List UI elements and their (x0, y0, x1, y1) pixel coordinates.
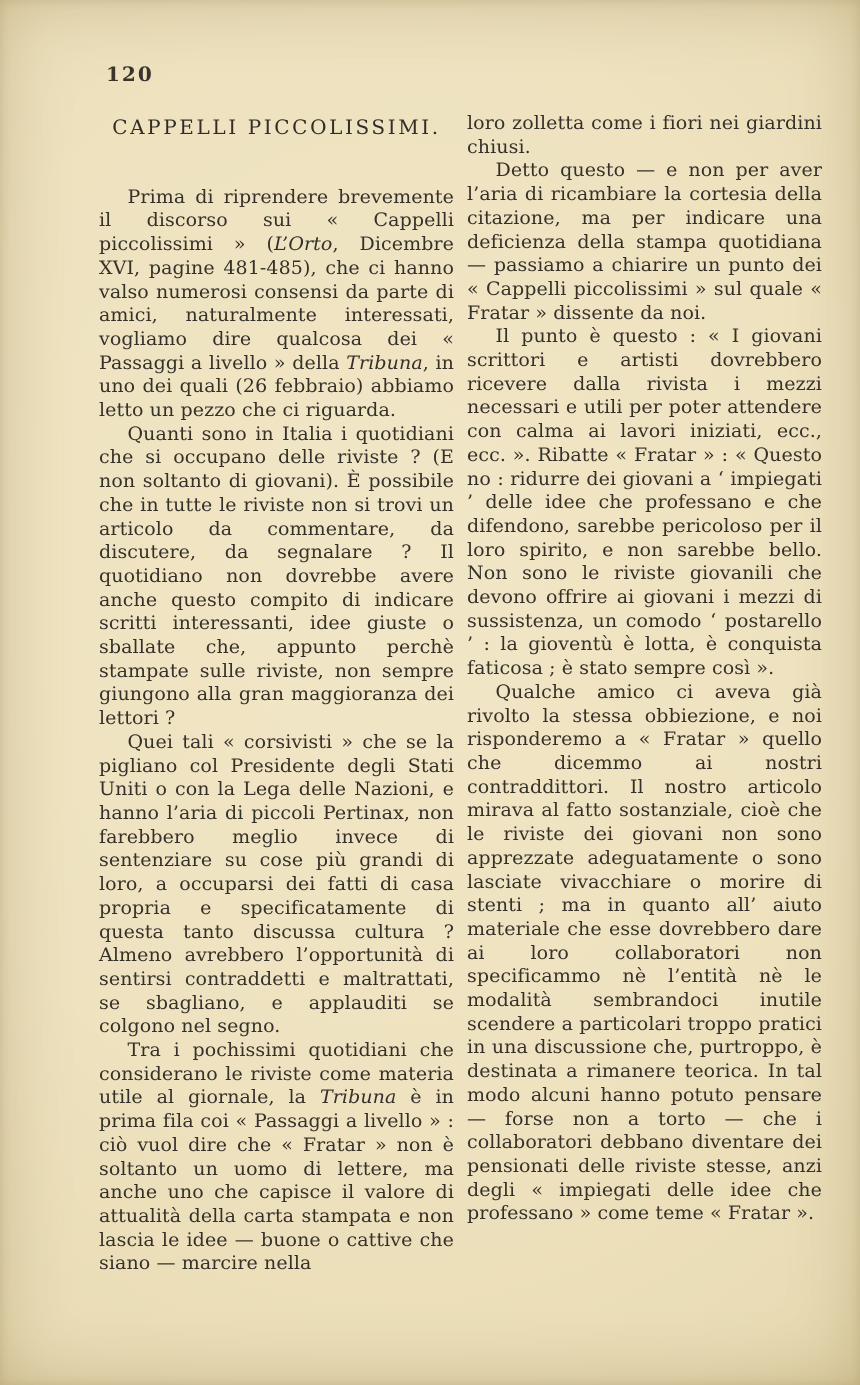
paragraph-continuation: loro zolletta come i fiori nei giardini chiusi. (467, 112, 822, 158)
paragraph: Detto questo — e non per aver l’aria di ricambiare la cortesia della citazione, ma per indicare una deficienza della stampa quotidiana — passiamo a chiarire un punto dei « Cappelli piccolissimi » sul quale « Fratar » dissente da noi. (467, 159, 822, 324)
right-column (467, 112, 822, 1226)
paragraph-text: , Dicembre XVI, pagine 481-485), che ci hanno valso numerosi consensi da parte di amici, naturalmente interessati, vogliamo dire qualcosa dei « Passaggi a livello » della (99, 233, 454, 374)
journal-name-italic: Tribuna (319, 1086, 397, 1109)
paragraph: Il punto è questo : « I giovani scrittori e artisti dovrebbero ricevere dalla rivista i mezzi necessari e utili per poter attendere con calma ai lavori iniziati, ecc., ecc. ». Ribatte « Fratar » : « Questo no : ridurre dei giovani a ‘ impiegati ’ delle idee che professano e che difendono, sarebbe pericoloso per il loro spirito, e non sarebbe bello. Non sono le riviste giovanili che devono offrire ai giovani i mezzi di sussistenza, un comodo ‘ postarello ’ : la gioventù è lotta, è conquista faticosa ; è stato sempre così ». (467, 325, 822, 680)
paragraph-text: Tra i pochissimi quotidiani che considerano le riviste come materia utile al giornale, la (99, 1039, 454, 1109)
article-title: CAPPELLI PICCOLISSIMI. (112, 115, 441, 139)
paragraph: Qualche amico ci aveva già rivolto la stessa obbiezione, e noi risponderemo a « Fratar » quello che dicemmo ai nostri contraddittori. Il nostro articolo mirava al fatto sostanziale, cioè che le riviste dei giovani non sono apprezzate adeguatamente o sono lasciate vivacchiare o morire di stenti ; ma in quanto all’ aiuto materiale che esse dovrebbero dare ai loro collaboratori non specificammo nè l’entità nè le modalità sembrandoci inutile scendere a particolari troppo pratici in una discussione che, purtroppo, è destinata a rimanere teorica. In tal modo alcuni hanno potuto pensare — forse non a torto — che i collaboratori debbano diventare dei pensionati delle riviste stesse, anzi degli « impiegati delle idee che professano » come teme « Fratar ». (467, 680, 822, 1225)
journal-name-italic: Tribuna (346, 351, 423, 374)
journal-name-italic: L’Orto (274, 233, 333, 256)
paragraph: Quanti sono in Italia i quotidiani che si occupano delle riviste ? (E non soltanto di giovani). È possibile che in tutte le riviste non si trovi un articolo da commentare, da discutere, da segnalare ? Il quotidiano non dovrebbe avere anche questo compito di indicare scritti interessanti, idee giuste o sballate che, appunto perchè stampate sulle riviste, non sempre giungono alla gran maggioranza dei lettori ? (99, 422, 454, 730)
left-column (99, 116, 454, 1276)
paragraph: Quei tali « corsivisti » che se la pigliano col Presidente degli Stati Uniti o con la Lega delle Nazioni, e hanno l’aria di piccoli Pertinax, non farebbero meglio invece di sentenziare su cose più grandi di loro, a occuparsi dei fatti di casa propria e specificatamente di questa tanto discussa cultura ? Almeno avrebbero l’opportunità di sentirsi contraddetti e maltrattati, se sbagliano, e applauditi se colgono nel segno. (99, 730, 454, 1038)
paragraph-text: è in prima fila coi « Passaggi a livello » : ciò vuol dire che « Fratar » non è soltanto un uomo di lettere, ma anche uno che capisce il valore di attualità della carta stampata e non lascia le idee — buone o cattive che siano — marcire nella (99, 1086, 455, 1275)
paragraph (99, 186, 454, 423)
paragraph-text: , in uno dei quali (26 febbraio) abbiamo letto un pezzo che ci riguarda. (99, 351, 455, 422)
page-number: 120 (106, 62, 154, 86)
paragraph-text: Prima di riprendere brevemente il discorso sui « Cappelli piccolissimi » ( (99, 185, 454, 256)
paragraph (99, 1039, 454, 1276)
